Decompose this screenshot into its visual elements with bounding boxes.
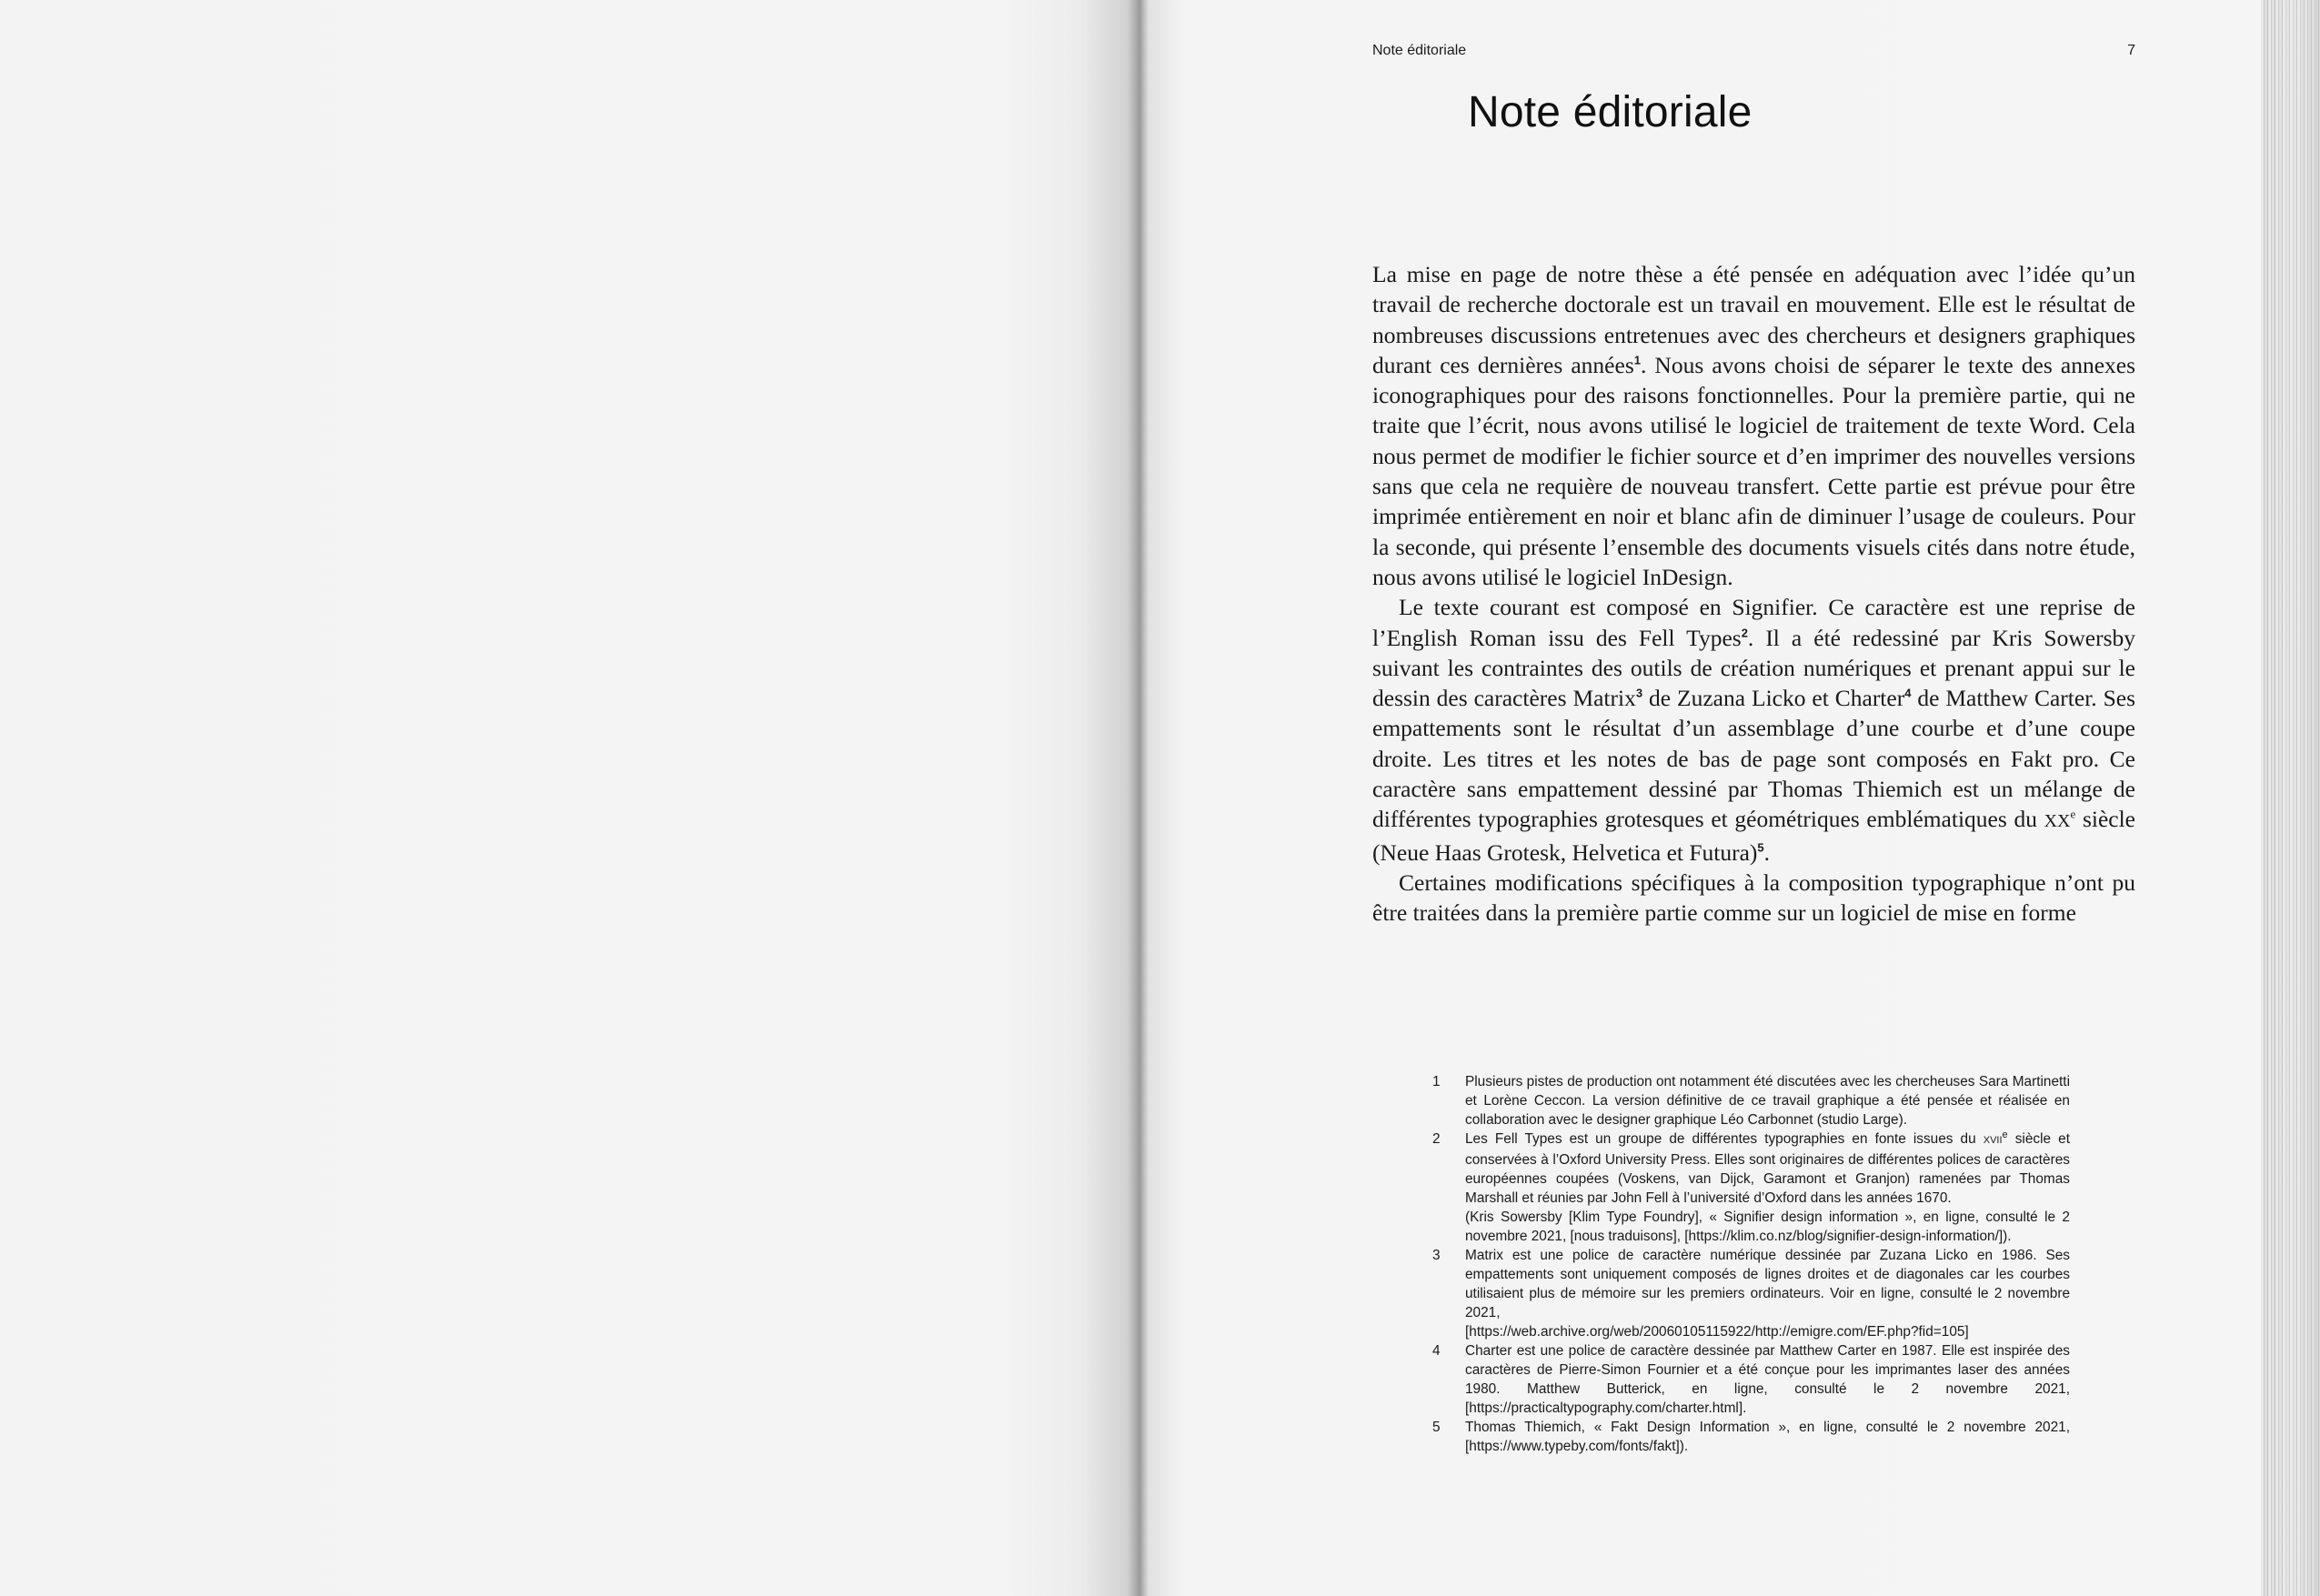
- page-title: Note éditoriale: [1468, 88, 1753, 136]
- footnote-ref-2[interactable]: 2: [1741, 626, 1748, 640]
- running-head: Note éditoriale: [1372, 43, 1467, 58]
- footnote-ref-4[interactable]: 4: [1904, 686, 1912, 700]
- footnote-ref-5[interactable]: 5: [1757, 840, 1764, 855]
- footnote-4: [1432, 1341, 2070, 1418]
- footnote-5: [1432, 1418, 2070, 1456]
- footnote-text: Charter est une police de caractère dessinée par Matthew Carter en 1987. Elle est inspirée des caractères de Pierre-Simon Fournier et a été conçue pour les imprimantes laser des années 1980. Matthew Butterick, en ligne, consulté le 2 novembre 2021, [https://practicaltypography.com/charter.html].: [1465, 1343, 2070, 1416]
- footnote-number: 2: [1432, 1131, 1441, 1147]
- century-small-caps: XX: [2044, 811, 2071, 832]
- footnote-text: Plusieurs pistes de production ont notamment été discutées avec les chercheuses Sara Martinetti et Lorène Ceccon. La version définitive de ce travail graphique a été pensée et réalisée en collaboration avec le designer graphique Léo Carbonnet (studio Large).: [1465, 1074, 2070, 1128]
- footnote-3: [1432, 1246, 2070, 1341]
- page-number: 7: [2127, 43, 2135, 58]
- footnote-ref-1[interactable]: 1: [1633, 353, 1641, 367]
- century-superscript: e: [2070, 807, 2076, 821]
- left-page-blank: [0, 0, 1137, 1596]
- footnote-number: 1: [1432, 1074, 1441, 1089]
- book-gutter: [1128, 0, 1150, 1596]
- footnote-text: Matrix est une police de caractère numérique dessinée par Zuzana Licko en 1986. Ses empattements sont uniquement composés de lignes droites et de diagonales car les courbes utilisaient plus de mémoire sur les premiers ordinateurs. Voir en ligne, consulté le 2 novembre 2021,: [1465, 1248, 2070, 1320]
- footnote-citation: (Kris Sowersby [Klim Type Foundry], « Signifier design information », en ligne, consulté le 2 novembre 2021, [nous traduisons], [https://klim.co.nz/blog/signifier-design-information/]).: [1465, 1210, 2070, 1244]
- footnote-text: Thomas Thiemich, « Fakt Design Information », en ligne, consulté le 2 novembre 2021, [https://www.typeby.com/fonts/fakt]).: [1465, 1420, 2070, 1454]
- footnote-number: 5: [1432, 1420, 1441, 1435]
- footnote-1: [1432, 1072, 2070, 1129]
- footnote-number: 3: [1432, 1248, 1441, 1263]
- body-text: [1372, 259, 2135, 928]
- paragraph-1: La mise en page de notre thèse a été pensée en adéquation avec l’idée qu’un travail de recherche doctorale est un travail en mouvement. Elle est le résultat de nombreuses discussions entretenues avec des chercheurs et designers graphiques durant ces dernières années$^1$. Nous avons choisi de séparer le texte des annexes iconographiques pour des raisons fonctionnelles. Pour la première partie, qui ne traite que l’écrit, nous avons utilisé le logiciel de traitement de texte Word. Cela nous permet de modifier le fichier source et d’en imprimer des nouvelles versions sans que cela ne requière de nouveau transfert. Cette partie est prévue pour être imprimée entièrement en noir et blanc afin de diminuer l’usage de couleurs. Pour la seconde, qui présente l’ensemble des documents visuels cités dans notre étude, nous avons utilisé le logiciel InDesign.: [1372, 261, 2136, 590]
- footnote-ref-3[interactable]: 3: [1635, 686, 1643, 700]
- footnotes: [1432, 1072, 2070, 1456]
- page-edges: [2261, 0, 2320, 1596]
- footnote-url[interactable]: [https://web.archive.org/web/20060105115922/http://emigre.com/EF.php?fid=105]: [1465, 1324, 1969, 1340]
- century-small-caps: XVII: [1983, 1135, 2003, 1146]
- paragraph-3: Certaines modifications spécifiques à la composition typographique n’ont pu être traitées dans la première partie comme sur un logiciel de mise en forme: [1372, 868, 2135, 927]
- century-superscript: e: [2002, 1129, 2008, 1140]
- paragraph-2: Le texte courant est composé en Signifier. Ce caractère est une reprise de l’English Roman issu des Fell Types$^2$. Il a été redessiné par Kris Sowersby suivant les contraintes des outils de création numériques et prenant appui sur le dessin des caractères Matrix$^3$ de Zuzana Licko et Charter$^4$ de Matthew Carter. Ses empattements sont le résultat d’un assemblage d’une courbe et d’une coupe droite. Les titres et les notes de bas de page sont composés en Fakt pro. Ce caractère sans empattement dessiné par Thomas Thiemich est un mélange de différentes typographies grotesques et géométriques emblématiques du XXe siècle (Neue Haas Grotesk, Helvetica et Futura)$^5$.: [1372, 594, 2136, 866]
- footnote-number: 4: [1432, 1343, 1441, 1359]
- footnote-2: 2 Les Fell Types est un groupe de différentes typographies en fonte issues du XVIIe siècle et conservées à l’Oxford University Press. Elles sont originaires de différentes polices de caractères européennes coupées (Voskens, van Dijck, Garamont et Granjon) ramenées par Thomas Marshall et réunies par John Fell à l’université d’Oxford dans les années 1670. (Kris Sowersby [Klim Type Foundry], « Signifier design information », en ligne, consulté le 2 novembre 2021, [nous traduisons], [https://klim.co.nz/blog/signifier-design-information/]).: [1432, 1129, 2070, 1244]
